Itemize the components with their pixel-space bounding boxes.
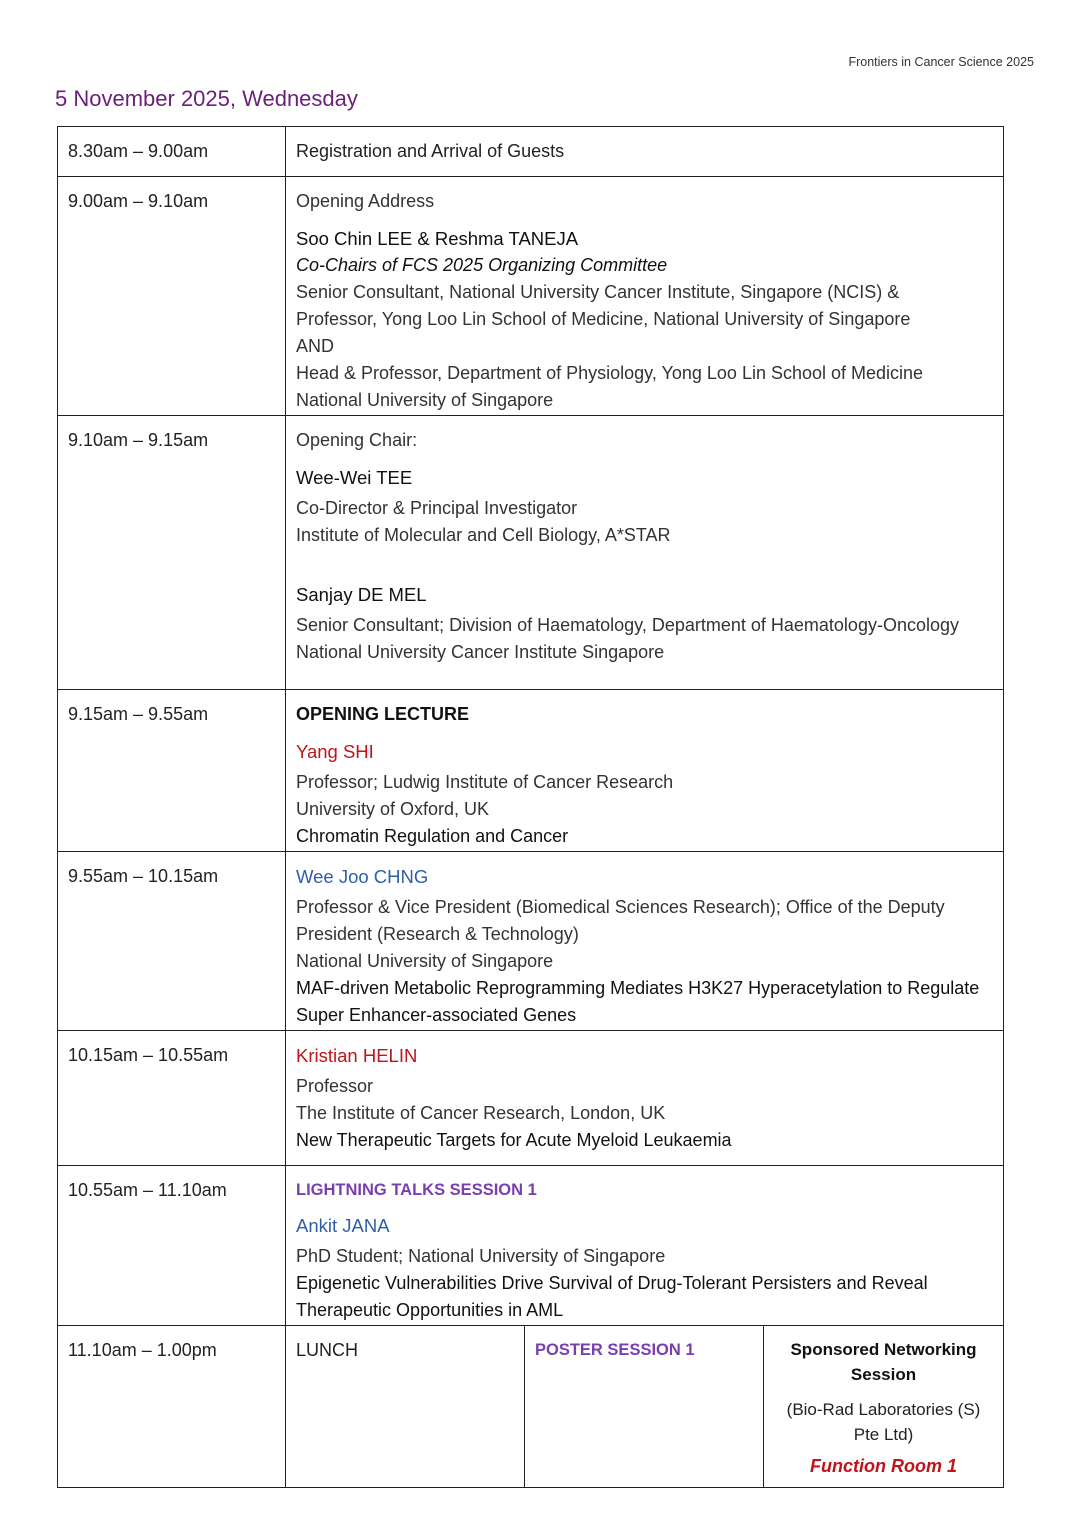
speaker-role: Co-Chairs of FCS 2025 Organizing Committee [296,255,668,275]
affiliation-line: AND [296,336,335,356]
affiliation-line: Co-Director & Principal Investigator [296,498,578,518]
chair-name: Wee-Wei TEE [296,467,413,488]
session-cell [286,1166,1004,1326]
session-cell [286,416,1004,690]
session-label: Opening Chair: [296,430,418,450]
table-row [58,1326,1004,1488]
time-cell: 8.30am – 9.00am [58,127,286,177]
affiliation-line: Senior Consultant, National University Cancer Institute, Singapore (NCIS) & [296,282,900,302]
affiliation-line: University of Oxford, UK [296,799,490,819]
session-cell [286,852,1004,1031]
conference-header: Frontiers in Cancer Science 2025 [848,55,1034,69]
affiliation-line: Head & Professor, Department of Physiology, Yong Loo Lin School of Medicine [296,363,924,383]
talk-title: Chromatin Regulation and Cancer [296,826,569,846]
schedule-table [57,126,1004,1488]
sponsor-name: (Bio-Rad Laboratories (S) Pte Ltd) [786,1400,981,1444]
table-row [58,1166,1004,1326]
table-row [58,852,1004,1031]
time-cell: 9.55am – 10.15am [58,852,286,1031]
talk-title: MAF-driven Metabolic Reprogramming Mediates H3K27 Hyperacetylation to Regulate Super Enhancer-associated Genes [296,978,980,1025]
table-row [58,177,1004,416]
time-cell: 10.15am – 10.55am [58,1031,286,1166]
speaker-name: Ankit JANA [296,1215,390,1236]
affiliation-line: National University of Singapore [296,390,554,410]
affiliation-line: Professor [296,1076,374,1096]
room-label: Function Room 1 [810,1456,957,1476]
session-cell [286,690,1004,852]
lunch-label: LUNCH [296,1340,359,1360]
session-label: OPENING LECTURE [296,704,470,724]
table-row [58,1031,1004,1166]
time-cell: 9.15am – 9.55am [58,690,286,852]
poster-cell [525,1326,764,1488]
lunch-cell [286,1326,525,1488]
chair-name: Sanjay DE MEL [296,584,427,605]
session-label: LIGHTNING TALKS SESSION 1 [296,1181,537,1199]
day-title: 5 November 2025, Wednesday [55,86,358,111]
affiliation-line: Professor, Yong Loo Lin School of Medicine, National University of Singapore [296,309,911,329]
affiliation-line: PhD Student; National University of Singapore [296,1246,666,1266]
affiliation-line: Institute of Molecular and Cell Biology, A*STAR [296,525,671,545]
session-cell [286,1031,1004,1166]
affiliation-line: Senior Consultant; Division of Haematology, Department of Haematology-Oncology [296,615,959,635]
speaker-name: Kristian HELIN [296,1045,418,1066]
session-cell [286,177,1004,416]
affiliation-line: The Institute of Cancer Research, London, UK [296,1103,666,1123]
session-label: Opening Address [296,191,435,211]
sponsored-cell [764,1326,1004,1488]
affiliation-line: Professor; Ludwig Institute of Cancer Research [296,772,674,792]
time-cell: 10.55am – 11.10am [58,1166,286,1326]
time-cell: 9.00am – 9.10am [58,177,286,416]
time-cell: 11.10am – 1.00pm [58,1326,286,1488]
table-row [58,127,1004,177]
talk-title: Epigenetic Vulnerabilities Drive Survival of Drug-Tolerant Persisters and Reveal Therapeutic Opportunities in AML [296,1273,928,1320]
session-text: Registration and Arrival of Guests [296,141,565,161]
speaker-name: Soo Chin LEE & Reshma TANEJA [296,228,579,249]
sponsored-session-title: Sponsored Networking Session [790,1340,977,1384]
speaker-name: Yang SHI [296,741,374,762]
table-row [58,416,1004,690]
time-cell: 9.10am – 9.15am [58,416,286,690]
session-cell [286,127,1004,177]
speaker-name: Wee Joo CHNG [296,866,429,887]
poster-session-label: POSTER SESSION 1 [535,1341,695,1359]
affiliation-line: Professor & Vice President (Biomedical Sciences Research); Office of the Deputy President (Research & Technology) [296,897,945,944]
affiliation-line: National University Cancer Institute Singapore [296,642,665,662]
affiliation-line: National University of Singapore [296,951,554,971]
table-row [58,690,1004,852]
talk-title: New Therapeutic Targets for Acute Myeloid Leukaemia [296,1130,732,1150]
